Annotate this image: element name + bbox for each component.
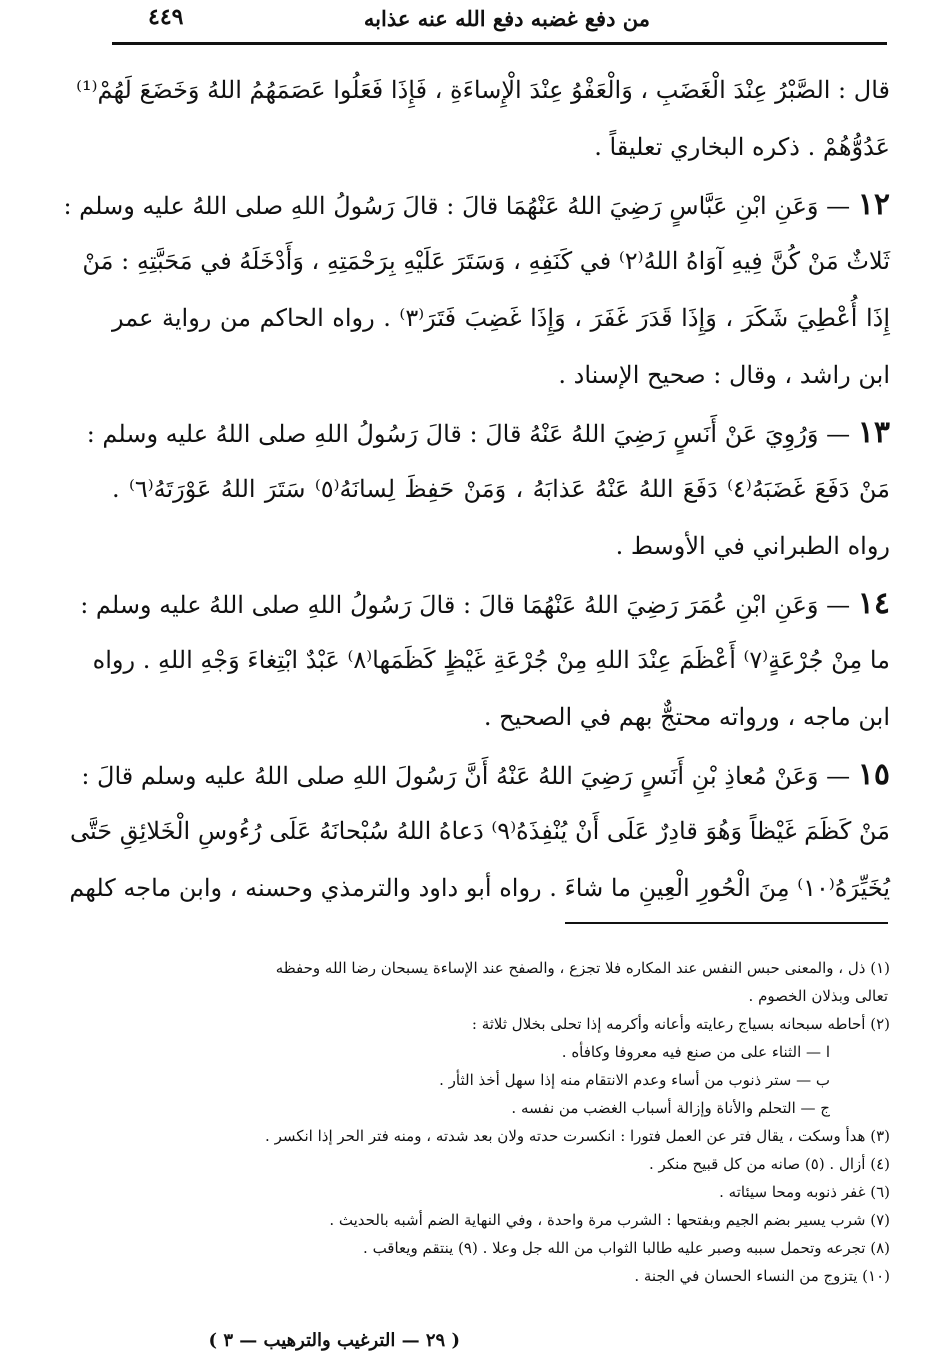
hadith-15 <box>69 746 890 917</box>
hadith-text: — وَعَنْ مُعاذِ بْنِ أَنَسٍ رَضِيَ اللهُ عَنْهُ أَنَّ رَسُولَ اللهِ صلى اللهُ عليه وسلم قالَ : <box>81 762 851 790</box>
footnote-2-item-a: ا — الثناء على من صنع فيه معروفا وكافأه . <box>561 1043 830 1061</box>
text-line: مَنْ دَفَعَ غَضَبَهُ⁽٤⁾ دَفَعَ اللهُ عَنْهُ عَذابَهُ ، وَمَنْ حَفِظَ لِسانَهُ⁽٥⁾ سَتَرَ اللهُ عَوْرَتَهُ⁽٦⁾ . <box>112 475 890 503</box>
footnote-7: (٧) شرب يسير بضم الجيم وبفتحها : الشرب مرة واحدة ، وفي النهاية الضم أشبه بالحديث . <box>329 1211 890 1229</box>
hadith-number: ١٤ <box>857 586 890 621</box>
hadith-number: ١٢ <box>857 187 890 222</box>
hadith-14 <box>80 575 890 746</box>
hadith-number: ١٥ <box>857 757 890 792</box>
hadith-13 <box>86 404 890 575</box>
text-line <box>86 404 890 461</box>
footnote-6: (٦) غفر ذنوبه ومحا سيئاته . <box>719 1183 890 1201</box>
text-line: عَدُوُّهُمْ . ذكره البخاري تعليقاً . <box>594 133 890 161</box>
footnote-4-5: (٤) أزال . (٥) صانه من كل قبيح منكر . <box>649 1155 890 1173</box>
text-line: رواه الطبراني في الأوسط . <box>615 532 890 560</box>
footnote-2: (٢) أحاطه سبحانه بسياج رعايته وأعانه وأكرمه إذا تحلى بخلال ثلاثة : <box>471 1015 890 1033</box>
page-header <box>110 0 890 44</box>
hadith-number: ١٣ <box>857 415 890 450</box>
footnote-2-item-c: ج — التحلم والأناة وإزالة أسباب الغضب من نفسه . <box>511 1099 830 1117</box>
page-number: ٤٤٩ <box>148 4 184 30</box>
footnote-3: (٣) هدأ وسكت ، يقال فتر عن العمل فتورا : انكسرت حدته ولان بعد شدته ، ومنه فتر الحر إذا انكسر . <box>265 1127 890 1145</box>
main-text <box>63 62 891 917</box>
text-line: مَنْ كَظَمَ غَيْظاً وَهُوَ قادِرٌ عَلَى أَنْ يُنْفِذَهُ⁽٩⁾ دَعاهُ اللهُ سُبْحانَهُ عَلَى رُءُوسِ الْخَلائِقِ حَتَّى <box>70 817 890 845</box>
text-line <box>63 176 890 233</box>
hadith-12 <box>63 176 891 404</box>
footnotes <box>110 954 890 1290</box>
hadith-text: — وَعَنِ ابْنِ عُمَرَ رَضِيَ اللهُ عَنْهُمَا قالَ : قالَ رَسُولُ اللهِ صلى اللهُ عليه وسلم : <box>80 591 851 619</box>
text-line: ابن ماجه ، ورواته محتجٌّ بهم في الصحيح . <box>483 703 890 731</box>
text-line: ثَلاثٌ مَنْ كُنَّ فِيهِ آوَاهُ اللهُ⁽٢⁾ في كَنَفِهِ ، وَسَتَرَ عَلَيْهِ بِرَحْمَتِهِ ، وَأَدْخَلَهُ في مَحَبَّتِهِ : مَنْ <box>82 247 890 275</box>
header-rule <box>112 42 887 45</box>
text-line: قال : الصَّبْرُ عِنْدَ الْغَضَبِ ، وَالْعَفْوُ عِنْدَ الْإِساءَةِ ، فَإِذَا فَعَلُوا عَصَمَهُمُ اللهُ وَخَضَعَ لَهُمْ⁽¹⁾ <box>76 76 890 104</box>
text-line <box>81 746 890 803</box>
footnote-8-9: (٨) تجرعه وتحمل سببه وصبر عليه طالبا الثواب من الله جل وعلا . (٩) ينتقم ويعاقب . <box>363 1239 890 1257</box>
text-line: إِذَا أُعْطِيَ شَكَرَ ، وَإِذَا قَدَرَ غَفَرَ ، وَإِذَا غَضِبَ فَتَرَ⁽٣⁾ . رواه الحاكم من رواية عمر <box>112 304 891 332</box>
footnote-separator <box>565 922 888 924</box>
footnote-2-item-b: ب — ستر ذنوب من أساء وعدم الانتقام منه إذا سهل أخذ الثأر . <box>439 1071 830 1089</box>
text-line: ابن راشد ، وقال : صحيح الإسناد . <box>558 361 890 389</box>
paragraph-intro <box>76 62 890 176</box>
footnote-1-cont: تعالى وبذلان الخصوم . <box>748 987 888 1005</box>
text-line: يُخَيِّرَهُ⁽١٠⁾ مِنَ الْحُورِ الْعِينِ ما شاءَ . رواه أبو داود والترمذي وحسنه ، وابن ماجه كلهم <box>69 874 890 902</box>
running-title: من دفع غضبه دفع الله عنه عذابه <box>363 6 650 31</box>
footnote-1: (١) ذل ، والمعنى حبس النفس عند المكاره فلا تجزع ، والصفح عند الإساءة يسبحان رضا الله وحفظه <box>275 959 890 977</box>
hadith-text: — وَرُوِيَ عَنْ أَنَسٍ رَضِيَ اللهُ عَنْهُ قالَ : قالَ رَسُولُ اللهِ صلى اللهُ عليه وسلم : <box>86 420 851 448</box>
printer-signature: ( ٢٩ — الترغيب والترهيب — ٣ ) <box>208 1330 460 1351</box>
text-line <box>80 575 890 632</box>
text-line: ما مِنْ جُرْعَةٍ⁽٧⁾ أَعْظَمَ عِنْدَ اللهِ مِنْ جُرْعَةِ غَيْظٍ كَظَمَها⁽٨⁾ عَبْدٌ ابْتِغاءَ وَجْهِ اللهِ . رواه <box>92 646 890 674</box>
hadith-text: — وَعَنِ ابْنِ عَبَّاسٍ رَضِيَ اللهُ عَنْهُمَا قالَ : قالَ رَسُولُ اللهِ صلى اللهُ عليه وسلم : <box>63 192 851 220</box>
footnote-10: (١٠) يتزوج من النساء الحسان في الجنة . <box>634 1267 890 1285</box>
